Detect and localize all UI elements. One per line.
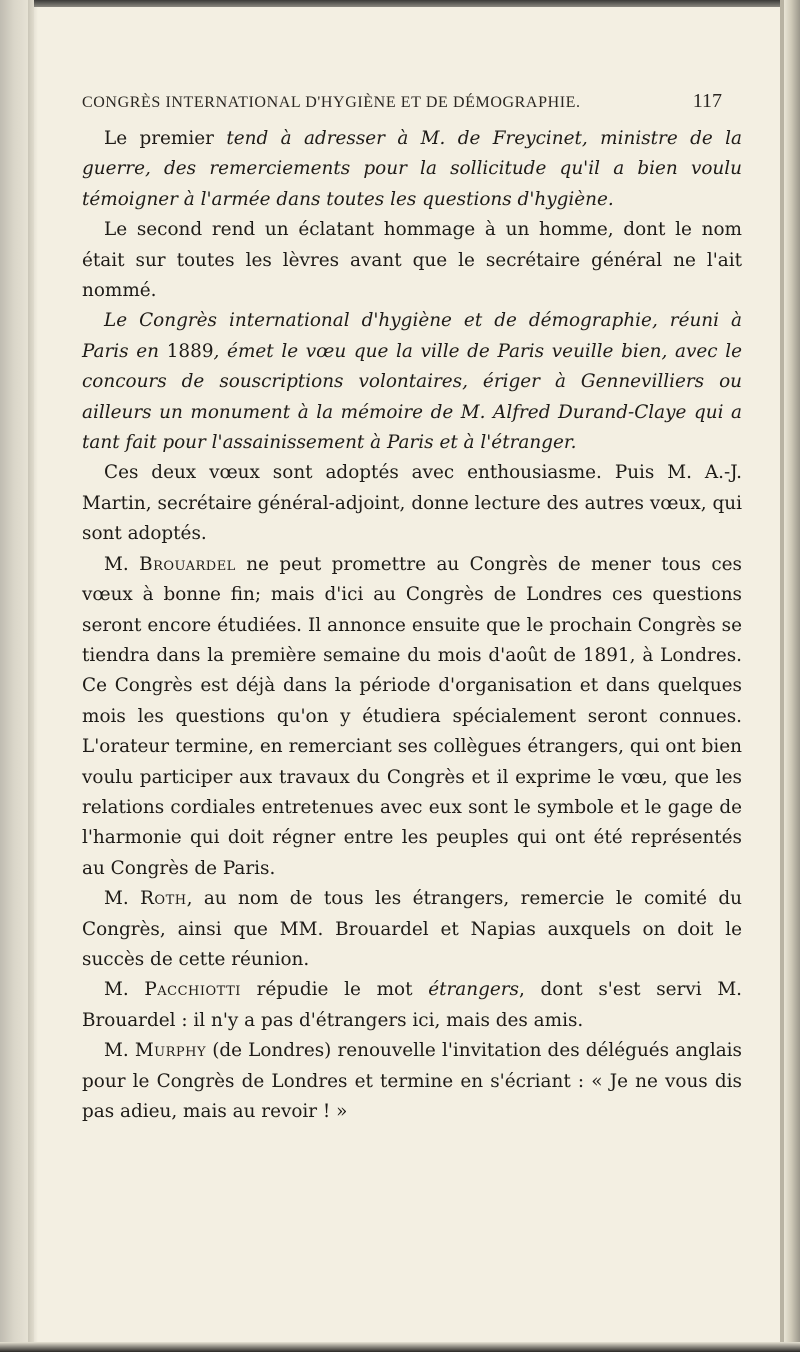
text-segment: Le second rend un éclatant hommage à un homme, dont le nom était sur toutes les lèvres avant que le secrétaire général ne l'ait nommé.: [82, 219, 742, 302]
paragraph: [82, 550, 742, 884]
page-number: 117: [692, 90, 722, 112]
text-segment: Ces deux vœux sont adoptés avec enthousiasme. Puis M. A.-J. Martin, secrétaire général-adjoint, donne lecture des autres vœux, qui sont adoptés.: [82, 462, 742, 545]
speaker-name: Brouardel: [139, 553, 236, 575]
page-top-edge: [0, 0, 800, 7]
italic-segment: étrangers: [428, 979, 519, 1001]
paragraph: [82, 306, 742, 458]
text-segment: M.: [104, 979, 145, 1001]
running-title: CONGRÈS INTERNATIONAL D'HYGIÈNE ET DE DÉMOGRAPHIE.: [82, 94, 581, 111]
text-segment: M.: [104, 1040, 135, 1062]
text-segment: 1889: [166, 340, 214, 362]
text-segment: Le premier: [104, 128, 227, 149]
text-segment: répudie le mot: [240, 979, 429, 1001]
paragraph: [82, 215, 742, 306]
text-segment: ne peut promettre au Congrès de mener tous ces vœux à bonne fin; mais d'ici au Congrès de Londres ces questions seront encore étudiées. Il annonce ensuite que le prochain Congrès se tiendra dans la première semaine du mois d'août de 1891, à Londres. Ce Congrès est déjà dans la période d'organisation et dans quelques mois les questions qu'on y étudiera spécialement seront connues. L'orateur termine, en remerciant ses collègues étrangers, qui ont bien voulu participer aux travaux du Congrès et il exprime le vœu, que les relations cordiales entretenues avec eux sont le symbole et le gage de l'harmonie qui doit régner entre les peuples qui ont été représentés au Congrès de Paris.: [82, 553, 742, 879]
body-text: [82, 124, 742, 1127]
italic-segment: tend à adresser à M. de Freycinet, ministre de la guerre, des remerciements pour la sollicitude qu'il a bien voulu témoigner à l'armée dans toutes les questions d'hygiène.: [82, 128, 742, 210]
paragraph: [82, 458, 742, 549]
paragraph: [82, 1036, 742, 1127]
paragraph: [82, 124, 742, 215]
binding-shadow: [28, 0, 38, 1352]
speaker-name: Pacchiotti: [144, 979, 241, 1001]
page-bottom-edge: [0, 1342, 800, 1352]
speaker-name: Roth: [140, 888, 187, 910]
paragraph: [82, 975, 742, 1036]
page-right-edge: [784, 0, 800, 1352]
text-segment: M.: [104, 888, 141, 910]
text-segment: , dont s'est servi M. Brouardel : il n'y a pas d'étrangers ici, mais des amis.: [82, 979, 742, 1031]
text-segment: (de Londres) renouvelle l'invitation des délégués anglais pour le Congrès de Londres et termine en s'écriant : « Je ne vous dis pas adieu, mais au revoir ! »: [82, 1040, 742, 1122]
paragraph: [82, 884, 742, 975]
speaker-name: Murphy: [134, 1040, 207, 1062]
text-segment: M.: [104, 553, 140, 575]
italic-segment: Le Congrès international d'hygiène et de démographie, réuni à Paris en: [82, 310, 742, 362]
running-header: [82, 90, 722, 116]
italic-segment: , émet le vœu que la ville de Paris veuille bien, avec le concours de souscriptions volontaires, ériger à Gennevilliers ou ailleurs un monument à la mémoire de M. Alfred Durand-Claye qui a tant fait pour l'assainissement à Paris et à l'étranger.: [82, 340, 743, 454]
text-segment: , au nom de tous les étrangers, remercie le comité du Congrès, ainsi que MM. Brouardel et Napias auxquels on doit le succès de cette réunion.: [82, 888, 742, 970]
